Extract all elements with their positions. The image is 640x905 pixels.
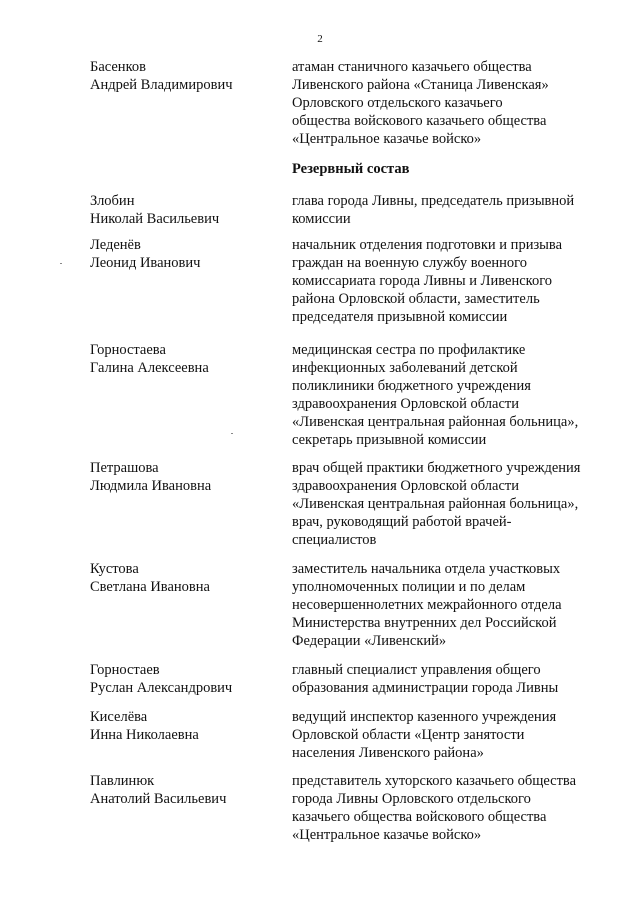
member-role-line: Орловской области «Центр занятости [292,727,525,743]
member-name-line: Павлинюк [90,773,155,789]
member-role-line: комиссариата города Ливны и Ливенского [292,273,553,289]
page-number: 2 [317,33,323,45]
member-name [90,560,275,596]
member-role-line: глава города Ливны, председатель призывной [292,193,575,209]
member-role-line: комиссии [292,211,351,227]
member-role-line: атаман станичного казачьего общества [292,59,532,75]
member-role-line: здравоохранения Орловской области [292,396,519,412]
member-role-line: населения Ливенского района» [292,745,484,761]
member-role-line: заместитель начальника отдела участковых [292,561,561,577]
member-name-line: Инна Николаевна [90,727,199,743]
member-role-line: «Центральное казачье войско» [292,827,482,843]
member-name-line: Леонид Иванович [90,255,201,271]
member-name-line: Горностаева [90,342,166,358]
member-role-line: района Орловской области, заместитель [292,291,540,307]
member-role-line: Орловского отдельского казачьего [292,95,503,111]
member-role-line: общества войскового казачьего общества [292,113,547,129]
member-name-line: Николай Васильевич [90,211,220,227]
member-name-line: Киселёва [90,709,148,725]
member-role [292,192,612,228]
member-role-line: инфекционных заболеваний детской [292,360,518,376]
member-role-line: врач, руководящий работой врачей- [292,514,512,530]
member-name-line: Анатолий Васильевич [90,791,227,807]
member-name [90,58,275,94]
member-role [292,772,612,844]
member-role-line: «Ливенская центральная районная больница», [292,414,579,430]
member-name [90,341,275,377]
member-role-line: «Центральное казачье войско» [292,131,482,147]
member-name-line: Злобин [90,193,135,209]
member-role-line: начальник отделения подготовки и призыва [292,237,563,253]
member-role-line: представитель хуторского казачьего общества [292,773,577,789]
member-role-line: медицинская сестра по профилактике [292,342,526,358]
member-role-line: несовершеннолетних межрайонного отдела [292,597,562,613]
member-name-line: Андрей Владимирович [90,77,233,93]
member-name-line: Басенков [90,59,146,75]
member-name-line: Людмила Ивановна [90,478,212,494]
member-name-line: Петрашова [90,460,159,476]
member-role-line: «Ливенская центральная районная больница», [292,496,579,512]
member-name [90,661,275,697]
scan-speck [231,433,233,434]
member-role-line: председателя призывной комиссии [292,309,508,325]
member-role-line: граждан на военную службу военного [292,255,527,271]
member-role [292,459,612,549]
member-role [292,341,612,449]
member-role [292,661,612,697]
member-name [90,459,275,495]
member-role [292,236,612,326]
member-role-line: специалистов [292,532,377,548]
member-role-line: главный специалист управления общего [292,662,541,678]
member-name-line: Горностаев [90,662,160,678]
member-role-line: здравоохранения Орловской области [292,478,519,494]
member-role-line: образования администрации города Ливны [292,680,559,696]
member-name-line: Галина Алексеевна [90,360,209,376]
member-role-line: Министерства внутренних дел Российской [292,615,557,631]
member-role-line: уполномоченных полиции и по делам [292,579,526,595]
member-name-line: Кустова [90,561,139,577]
member-role-line: Ливенского района «Станица Ливенская» [292,77,549,93]
member-role-line: поликлиники бюджетного учреждения [292,378,531,394]
scan-speck [60,263,62,264]
member-role-line: врач общей практики бюджетного учреждения [292,460,581,476]
member-name [90,192,275,228]
member-name-line: Светлана Ивановна [90,579,210,595]
member-name-line: Руслан Александрович [90,680,233,696]
member-role [292,58,612,148]
member-role-line: казачьего общества войскового общества [292,809,547,825]
member-role [292,560,612,650]
member-name-line: Леденёв [90,237,141,253]
member-name [90,772,275,808]
member-name [90,708,275,744]
member-role-line: ведущий инспектор казенного учреждения [292,709,557,725]
member-role-line: Федерации «Ливенский» [292,633,447,649]
member-role [292,708,612,762]
member-role-line: города Ливны Орловского отдельского [292,791,531,807]
member-name [90,236,275,272]
member-role-line: секретарь призывной комиссии [292,432,487,448]
section-heading-reserve: Резервный состав [292,161,410,177]
